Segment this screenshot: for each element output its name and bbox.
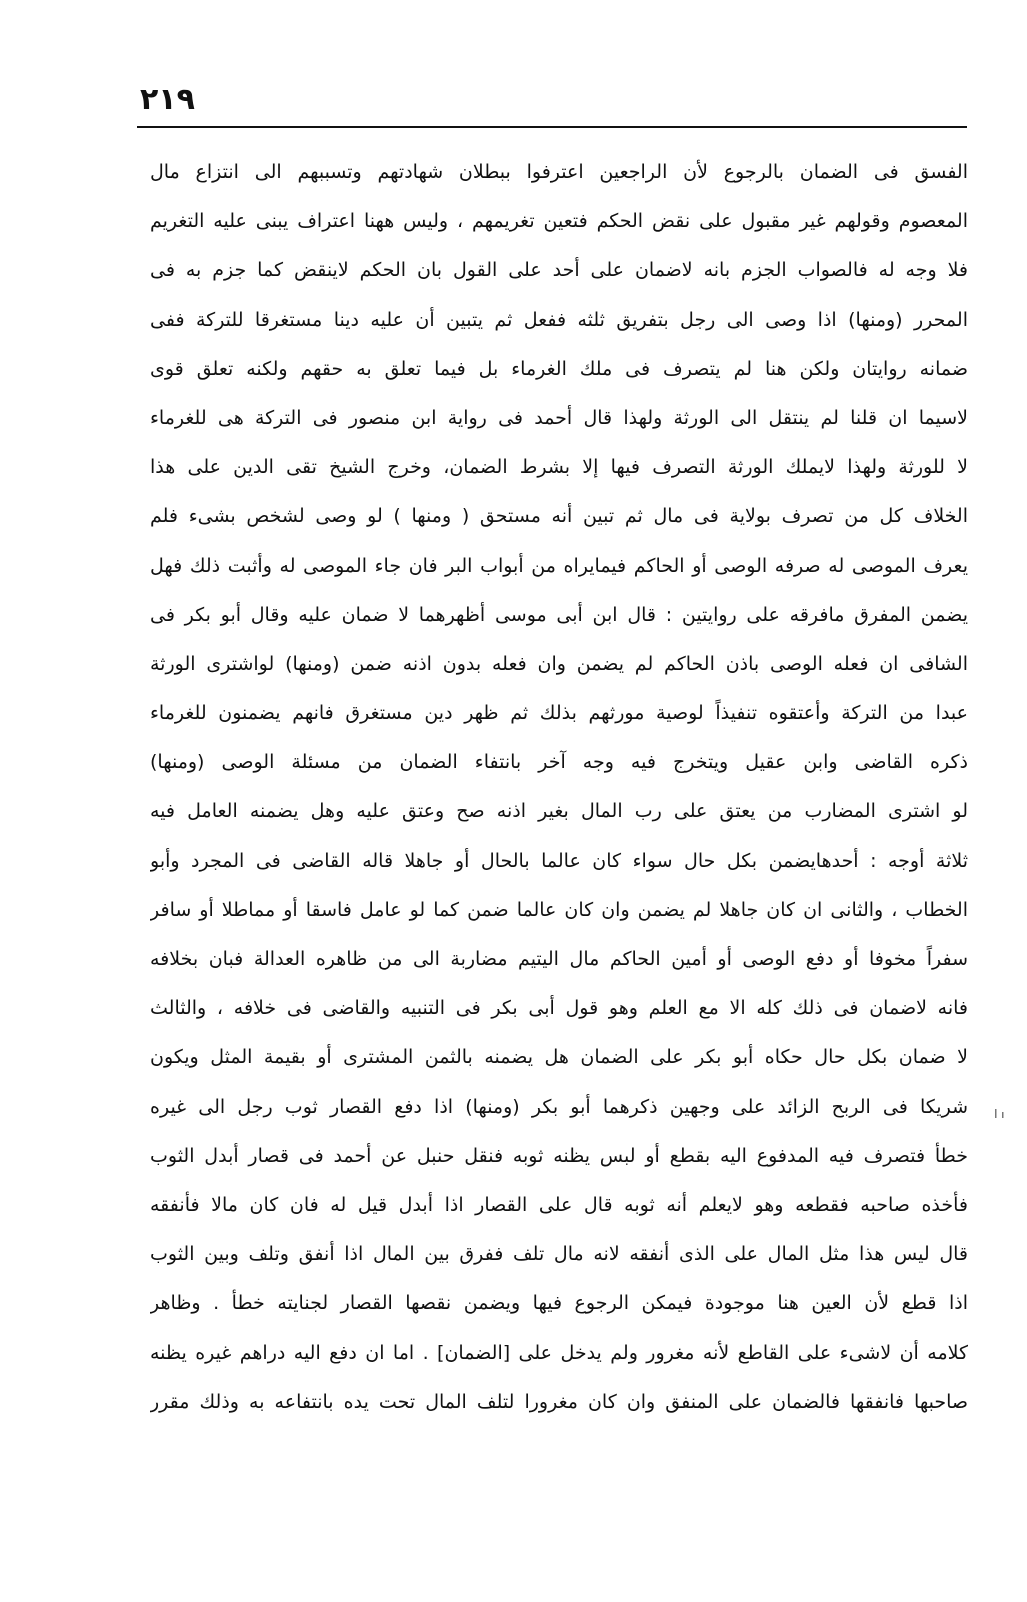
text-line: صاحبها فانفقها فالضمان على المنفق وان كان مغرورا لتلف المال تحت يده بانتفاعه به وذلك مقرر bbox=[150, 1390, 968, 1413]
text-line: لو اشترى المضارب من يعتق على رب المال بغير اذنه صح وعتق عليه وهل يضمنه العامل فيه bbox=[150, 800, 968, 823]
text-line: لاسيما ان قلنا لم ينتقل الى الورثة ولهذا قال أحمد فى رواية ابن منصور فى التركة هى للغرماء bbox=[150, 406, 968, 429]
text-line: شريكا فى الربح الزائد على وجهين ذكرهما أبو بكر (ومنها) اذا دفع القصار ثوب رجل الى غيره bbox=[150, 1095, 968, 1118]
text-line: ذكره القاضى وابن عقيل ويتخرج فيه وجه آخر بانتفاء الضمان من مسئلة الوصى (ومنها) bbox=[150, 751, 968, 774]
text-line: فأخذه صاحبه فقطعه وهو لايعلم أنه ثوبه قال على القصار اذا أبدل قيل له فان كان مالا فأنفقه bbox=[150, 1193, 968, 1216]
text-line: الخطاب ، والثانى ان كان جاهلا لم يضمن وان كان عالما ضمن كما لو عامل فاسقا أو مماطلا أو سافر bbox=[150, 898, 968, 921]
text-line: لا للورثة ولهذا لايملك الورثة التصرف فيها إلا بشرط الضمان، وخرج الشيخ تقى الدين على هذا bbox=[150, 456, 968, 479]
text-line: ثلاثة أوجه : أحدهايضمن بكل حال سواء كان عالما بالحال أو جاهلا قاله القاضى فى المجرد وأبو bbox=[150, 849, 968, 872]
text-line: عبدا من التركة وأعتقوه تنفيذاً لوصية مورثهم بذلك ثم ظهر دين مستغرق فانهم يضمنون للغرماء bbox=[150, 702, 968, 725]
text-line: اذا قطع لأن العين هنا موجودة فيمكن الرجوع فيها ويضمن نقصها القصار لجنايته خطأ . وظاهر bbox=[150, 1292, 968, 1315]
text-line: يعرف الموصى له صرفه الوصى أو الحاكم فيمايراه من أبواب البر فان جاء الموصى له وأثبت ذلك فهل bbox=[150, 554, 968, 577]
text-line: الفسق فى الضمان بالرجوع لأن الراجعين اعترفوا ببطلان شهادتهم وتسببهم الى انتزاع مال bbox=[150, 161, 968, 183]
text-line: كلامه أن لاشىء على القاطع لأنه مغرور ولم يدخل على [الضمان] . اما ان دفع اليه دراهم غيره يظنه bbox=[150, 1341, 968, 1364]
text-line: ضمانه روايتان ولكن هنا لم يتصرف فى ملك الغرماء بل فيما تعلق به حقهم ولكنه تعلق قوى bbox=[150, 357, 968, 380]
text-line: الشافى ان فعله الوصى باذن الحاكم لم يضمن وان فعله بدون اذنه ضمن (ومنها) لواشترى الورثة bbox=[150, 652, 968, 675]
header-rule bbox=[137, 126, 967, 128]
text-line: المحرر (ومنها) اذا وصى الى رجل بتفريق ثلثه ففعل ثم يتبين أن عليه دينا مستغرقا للتركة ففى bbox=[150, 308, 968, 331]
body-text bbox=[150, 148, 968, 1427]
text-line: قال ليس هذا مثل المال على الذى أنفقه لانه مال تلف ففرق بين المال اذا أنفق وتلف وبين الثوب bbox=[150, 1243, 968, 1266]
text-line: الخلاف كل من تصرف بولاية فى مال ثم تبين أنه مستحق ( ومنها ) لو وصى لشخص بشىء فلم bbox=[150, 505, 968, 528]
text-line: فلا وجه له فالصواب الجزم بانه لاضمان على أحد على القول بان الحكم لاينقض كما جزم به فى bbox=[150, 259, 968, 282]
page-number: ٢١٩ bbox=[140, 82, 195, 117]
text-line: يضمن المفرق مافرقه على روايتين : قال ابن أبى موسى أظهرهما لا ضمان عليه وقال أبو بكر فى bbox=[150, 603, 968, 626]
text-line: لا ضمان بكل حال حكاه أبو بكر على الضمان هل يضمنه بالثمن المشترى أو بقيمة المثل ويكون bbox=[150, 1046, 968, 1069]
text-line: فانه لاضمان فى ذلك كله الا مع العلم وهو قول أبى بكر فى التنبيه والقاضى فى خلافه ، والثالث bbox=[150, 997, 968, 1020]
text-line: المعصوم وقولهم غير مقبول على نقض الحكم فتعين تغريمهم ، وليس ههنا اعتراف يبنى عليه التغريم bbox=[150, 210, 968, 233]
text-line: سفراً مخوفا أو دفع الوصى أو أمين الحاكم مال اليتيم مضاربة الى من ظاهره العدالة فبان بخلافه bbox=[150, 948, 968, 970]
text-line: خطأ فتصرف فيه المدفوع اليه بقطع أو لبس يظنه ثوبه فنقل حنبل عن أحمد فى قصار أبدل الثوب bbox=[150, 1144, 968, 1167]
margin-speck bbox=[994, 1106, 1006, 1126]
